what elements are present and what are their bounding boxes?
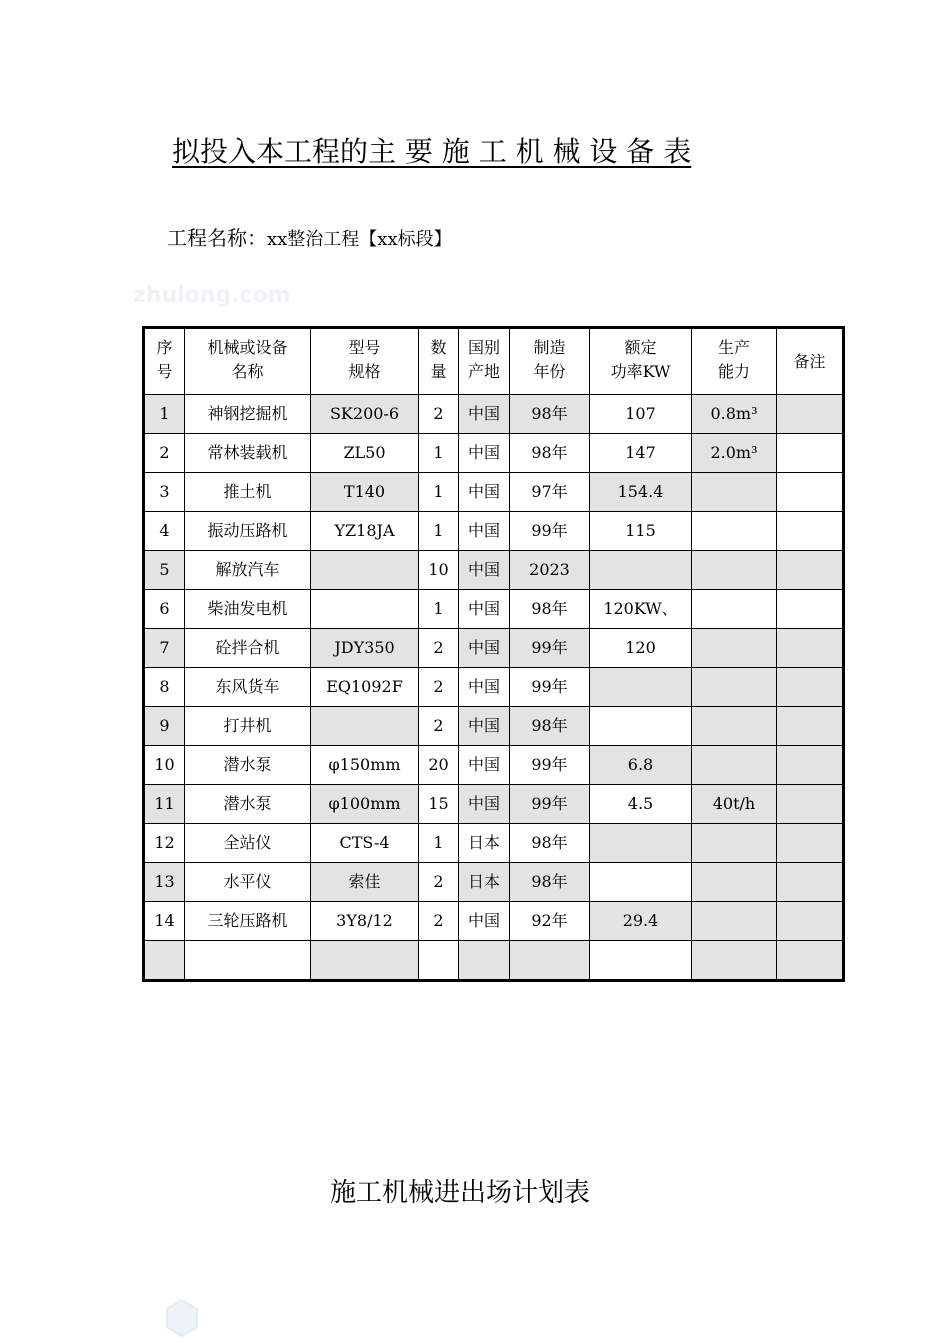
table-row bbox=[144, 512, 844, 551]
table-cell: 三轮压路机 bbox=[185, 902, 311, 941]
table-cell: 中国 bbox=[459, 746, 510, 785]
table-cell bbox=[692, 941, 777, 981]
table-row bbox=[144, 746, 844, 785]
column-header-text: 能力 bbox=[717, 362, 750, 381]
table-cell: 振动压路机 bbox=[185, 512, 311, 551]
header-row bbox=[144, 328, 844, 395]
table-row bbox=[144, 785, 844, 824]
column-header-text: 功率KW bbox=[610, 362, 671, 381]
table-cell bbox=[777, 746, 844, 785]
table-row bbox=[144, 824, 844, 863]
table-cell bbox=[692, 551, 777, 590]
table-cell: 6.8 bbox=[590, 746, 692, 785]
table-cell: 99年 bbox=[510, 785, 590, 824]
table-cell bbox=[777, 629, 844, 668]
table-cell: 107 bbox=[590, 395, 692, 434]
table-cell: 中国 bbox=[459, 902, 510, 941]
table-cell bbox=[777, 707, 844, 746]
table-row bbox=[144, 590, 844, 629]
table-cell: 中国 bbox=[459, 590, 510, 629]
table-cell: 5 bbox=[144, 551, 185, 590]
table-cell: 3Y8/12 bbox=[311, 902, 419, 941]
table-cell: 全站仪 bbox=[185, 824, 311, 863]
table-cell: 2 bbox=[419, 707, 459, 746]
table-cell: YZ18JA bbox=[311, 512, 419, 551]
table-row bbox=[144, 629, 844, 668]
table-cell bbox=[311, 551, 419, 590]
table-cell: 13 bbox=[144, 863, 185, 902]
table-cell: 日本 bbox=[459, 824, 510, 863]
table-cell: 3 bbox=[144, 473, 185, 512]
table-cell: 中国 bbox=[459, 512, 510, 551]
table-cell: 砼拌合机 bbox=[185, 629, 311, 668]
column-header bbox=[692, 328, 777, 395]
table-cell bbox=[692, 668, 777, 707]
table-cell bbox=[590, 668, 692, 707]
table-cell bbox=[692, 902, 777, 941]
project-name-line bbox=[167, 222, 452, 251]
table-cell bbox=[510, 941, 590, 981]
column-header bbox=[144, 328, 185, 395]
table-cell: 20 bbox=[419, 746, 459, 785]
table-cell bbox=[311, 590, 419, 629]
table-cell: 1 bbox=[419, 512, 459, 551]
document-title: 拟投入本工程的主 要 施 工 机 械 设 备 表 bbox=[172, 135, 692, 168]
table-cell bbox=[777, 434, 844, 473]
column-header-text: 制造 bbox=[533, 338, 566, 357]
table-cell bbox=[590, 824, 692, 863]
table-cell: φ150mm bbox=[311, 746, 419, 785]
table-row bbox=[144, 707, 844, 746]
table-cell: 常林装载机 bbox=[185, 434, 311, 473]
column-header-text: 量 bbox=[430, 362, 447, 381]
table-cell: 115 bbox=[590, 512, 692, 551]
column-header bbox=[590, 328, 692, 395]
table-row bbox=[144, 668, 844, 707]
table-cell: 40t/h bbox=[692, 785, 777, 824]
table-cell bbox=[692, 746, 777, 785]
column-header bbox=[777, 328, 844, 395]
column-header-text: 额定 bbox=[624, 338, 657, 357]
table-cell: 14 bbox=[144, 902, 185, 941]
table-cell: 98年 bbox=[510, 395, 590, 434]
table-cell: 神钢挖掘机 bbox=[185, 395, 311, 434]
table-cell bbox=[590, 551, 692, 590]
table-cell bbox=[311, 707, 419, 746]
table-cell: 120 bbox=[590, 629, 692, 668]
table-cell bbox=[144, 941, 185, 981]
table-header bbox=[144, 328, 844, 395]
column-header-text: 产地 bbox=[467, 362, 500, 381]
equipment-table bbox=[142, 326, 845, 982]
table-cell: 98年 bbox=[510, 590, 590, 629]
table-cell bbox=[185, 941, 311, 981]
column-header bbox=[419, 328, 459, 395]
table-cell: 97年 bbox=[510, 473, 590, 512]
table-cell bbox=[692, 629, 777, 668]
table-cell: 解放汽车 bbox=[185, 551, 311, 590]
snowflake-logo-icon bbox=[155, 1300, 209, 1344]
table-cell: 2 bbox=[144, 434, 185, 473]
table-cell: 打井机 bbox=[185, 707, 311, 746]
table-cell: φ100mm bbox=[311, 785, 419, 824]
table-cell: EQ1092F bbox=[311, 668, 419, 707]
table-cell: 12 bbox=[144, 824, 185, 863]
column-header-text: 国别 bbox=[467, 338, 500, 357]
column-header-text: 数 bbox=[430, 338, 447, 357]
table-cell: 中国 bbox=[459, 395, 510, 434]
table-cell: 2 bbox=[419, 629, 459, 668]
table-row bbox=[144, 941, 844, 981]
table-cell: 98年 bbox=[510, 434, 590, 473]
table-row bbox=[144, 434, 844, 473]
table-cell bbox=[692, 590, 777, 629]
table-cell: 7 bbox=[144, 629, 185, 668]
table-cell bbox=[692, 863, 777, 902]
column-header bbox=[185, 328, 311, 395]
table-cell: 2 bbox=[419, 668, 459, 707]
table-cell: 柴油发电机 bbox=[185, 590, 311, 629]
column-header bbox=[311, 328, 419, 395]
table-row bbox=[144, 395, 844, 434]
table-cell: 154.4 bbox=[590, 473, 692, 512]
column-header-text: 名称 bbox=[231, 362, 264, 381]
table-cell: 2023 bbox=[510, 551, 590, 590]
table-cell bbox=[459, 941, 510, 981]
table-cell: 8 bbox=[144, 668, 185, 707]
table-cell bbox=[692, 707, 777, 746]
table-cell: 1 bbox=[419, 590, 459, 629]
table-cell bbox=[777, 512, 844, 551]
table-cell bbox=[419, 941, 459, 981]
table-cell: 10 bbox=[419, 551, 459, 590]
table-cell: SK200-6 bbox=[311, 395, 419, 434]
table-body bbox=[144, 395, 844, 981]
table-cell: 1 bbox=[419, 473, 459, 512]
table-cell: 99年 bbox=[510, 746, 590, 785]
table-cell: 东风货车 bbox=[185, 668, 311, 707]
project-name-label: 工程名称： bbox=[167, 226, 267, 250]
table-row bbox=[144, 551, 844, 590]
project-name-value: xx整治工程【xx标段】 bbox=[267, 229, 452, 250]
table-cell: 中国 bbox=[459, 551, 510, 590]
column-header-text: 年份 bbox=[533, 362, 566, 381]
table-cell: 92年 bbox=[510, 902, 590, 941]
table-cell: 98年 bbox=[510, 863, 590, 902]
table-cell: 中国 bbox=[459, 668, 510, 707]
table-cell: 中国 bbox=[459, 434, 510, 473]
table-cell: 15 bbox=[419, 785, 459, 824]
table-cell: 99年 bbox=[510, 668, 590, 707]
table-row bbox=[144, 902, 844, 941]
table-cell: 潜水泵 bbox=[185, 746, 311, 785]
table-cell: 4 bbox=[144, 512, 185, 551]
table-cell bbox=[777, 902, 844, 941]
table-cell bbox=[590, 941, 692, 981]
table-row bbox=[144, 863, 844, 902]
table-cell: 6 bbox=[144, 590, 185, 629]
table-cell: ZL50 bbox=[311, 434, 419, 473]
table-cell: 2 bbox=[419, 395, 459, 434]
table-cell: 日本 bbox=[459, 863, 510, 902]
table-cell: 1 bbox=[419, 434, 459, 473]
table-cell: 4.5 bbox=[590, 785, 692, 824]
watermark-text: zhulong.com bbox=[133, 283, 291, 308]
table-cell: 潜水泵 bbox=[185, 785, 311, 824]
table-cell: 98年 bbox=[510, 824, 590, 863]
table-cell: 中国 bbox=[459, 473, 510, 512]
column-header-text: 生产 bbox=[717, 338, 750, 357]
table-cell: 索佳 bbox=[311, 863, 419, 902]
table-cell: 120KW、 bbox=[590, 590, 692, 629]
table-cell: 10 bbox=[144, 746, 185, 785]
table-cell: 2 bbox=[419, 863, 459, 902]
table-row bbox=[144, 473, 844, 512]
column-header-text: 号 bbox=[156, 362, 173, 381]
table-cell: 29.4 bbox=[590, 902, 692, 941]
table-cell bbox=[692, 473, 777, 512]
table-cell bbox=[692, 824, 777, 863]
table-cell: 11 bbox=[144, 785, 185, 824]
table-cell: JDY350 bbox=[311, 629, 419, 668]
table-cell bbox=[311, 941, 419, 981]
table-cell bbox=[777, 863, 844, 902]
column-header-text: 型号 bbox=[348, 338, 381, 357]
table-cell: 98年 bbox=[510, 707, 590, 746]
column-header-text: 机械或设备 bbox=[207, 338, 288, 357]
table-cell: 99年 bbox=[510, 629, 590, 668]
table-cell: 水平仪 bbox=[185, 863, 311, 902]
table-cell: CTS-4 bbox=[311, 824, 419, 863]
section-subtitle: 施工机械进出场计划表 bbox=[329, 1178, 590, 1208]
table-cell: 2.0m³ bbox=[692, 434, 777, 473]
table-cell bbox=[692, 512, 777, 551]
table-cell: 1 bbox=[144, 395, 185, 434]
table-cell: 0.8m³ bbox=[692, 395, 777, 434]
table-cell bbox=[777, 824, 844, 863]
table-cell bbox=[777, 785, 844, 824]
table-cell bbox=[777, 941, 844, 981]
column-header bbox=[459, 328, 510, 395]
table-cell bbox=[777, 590, 844, 629]
table-cell: 推土机 bbox=[185, 473, 311, 512]
column-header-text: 规格 bbox=[348, 362, 381, 381]
table-cell bbox=[777, 395, 844, 434]
table-cell bbox=[777, 551, 844, 590]
table-cell: 中国 bbox=[459, 785, 510, 824]
table-cell: 99年 bbox=[510, 512, 590, 551]
column-header-text: 备注 bbox=[793, 351, 826, 371]
table-cell: 9 bbox=[144, 707, 185, 746]
table-cell: 147 bbox=[590, 434, 692, 473]
table-cell: 中国 bbox=[459, 707, 510, 746]
table-cell: 中国 bbox=[459, 629, 510, 668]
table-cell: 2 bbox=[419, 902, 459, 941]
table-cell bbox=[590, 707, 692, 746]
table-cell: 1 bbox=[419, 824, 459, 863]
table-cell bbox=[777, 473, 844, 512]
table-cell bbox=[777, 668, 844, 707]
table-cell bbox=[590, 863, 692, 902]
column-header bbox=[510, 328, 590, 395]
table-cell: T140 bbox=[311, 473, 419, 512]
column-header-text: 序 bbox=[156, 338, 173, 357]
